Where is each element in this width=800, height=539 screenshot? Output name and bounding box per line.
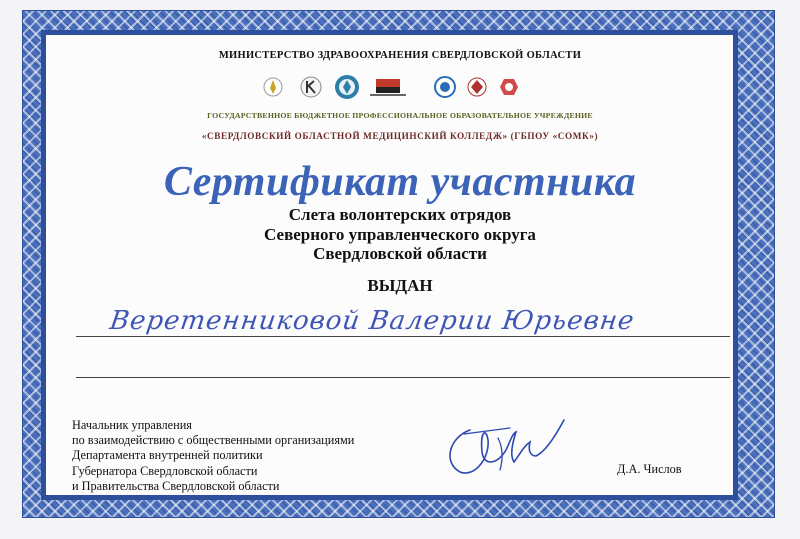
event-line-1: Слета волонтерских отрядов xyxy=(288,205,512,224)
position-line-4: Губернатора Свердловской области xyxy=(72,463,258,478)
partner-logo-4 xyxy=(368,76,408,98)
institution-type: ГОСУДАРСТВЕННОЕ БЮДЖЕТНОЕ ПРОФЕССИОНАЛЬНОЕ ОБРАЗОВАТЕЛЬНОЕ УЧРЕЖДЕНИЕ xyxy=(207,111,593,120)
blank-line xyxy=(76,377,730,378)
event-description xyxy=(0,205,800,264)
partner-logo-3 xyxy=(334,74,360,100)
recipient-name: Веретенниковой Валерии Юрьевне xyxy=(107,306,637,336)
college-name: «СВЕРДЛОВСКИЙ ОБЛАСТНОЙ МЕДИЦИНСКИЙ КОЛЛЕДЖ» (ГБПОУ «СОМК») xyxy=(201,131,599,141)
certificate-title: Сертификат участника xyxy=(163,159,637,205)
partner-logo-1 xyxy=(262,76,284,98)
signer-position xyxy=(72,418,472,494)
event-line-2: Северного управленческого округа xyxy=(264,224,536,244)
partner-logo-2 xyxy=(300,75,322,99)
event-line-3: Свердловской области xyxy=(313,244,487,263)
position-line-2: по взаимодействию с общественными организациями xyxy=(72,433,355,448)
position-line-3: Департамента внутренней политики xyxy=(72,448,263,463)
issued-label: ВЫДАН xyxy=(367,276,433,295)
position-line-1: Начальник управления xyxy=(72,418,192,432)
position-line-5: и Правительства Свердловской области xyxy=(72,478,280,493)
partner-logo-5 xyxy=(434,76,456,98)
partner-logo-6 xyxy=(466,76,488,98)
recipient-line xyxy=(76,336,730,337)
handwritten-signature xyxy=(440,412,580,482)
ministry-header: МИНИСТЕРСТВО ЗДРАВООХРАНЕНИЯ СВЕРДЛОВСКОЙ ОБЛАСТИ xyxy=(218,50,582,61)
partner-logo-7 xyxy=(498,76,520,98)
signer-name: Д.А. Числов xyxy=(617,462,682,476)
partner-logos xyxy=(262,72,542,100)
